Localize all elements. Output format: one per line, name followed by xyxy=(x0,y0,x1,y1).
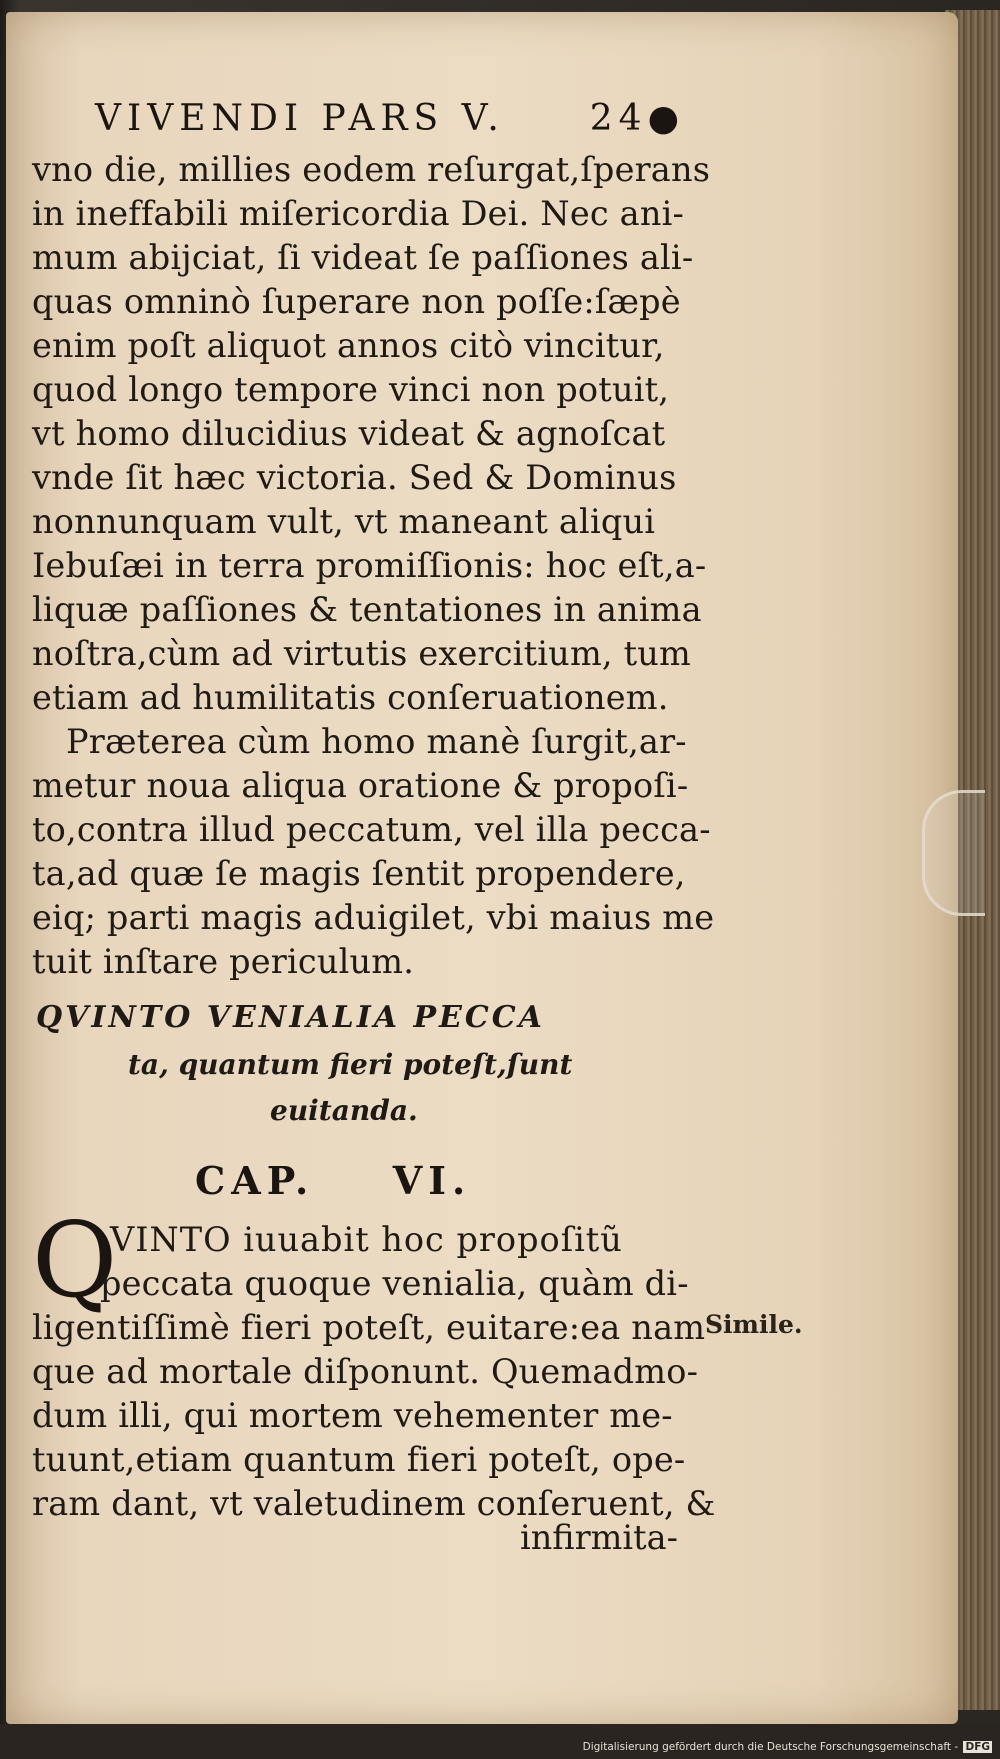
text-line: etiam ad humilitatis conſeruationem. xyxy=(32,678,669,717)
chapter-label: CAP. xyxy=(195,1158,315,1203)
digitization-credit xyxy=(583,1741,992,1753)
text-line: Iebuſæi in terra promiſſionis: hoc eſt,a- xyxy=(32,546,707,585)
drop-cap: Q xyxy=(32,1199,118,1321)
running-header xyxy=(95,98,685,148)
text-line: mum abijciat, ſi videat ſe paſſiones ali- xyxy=(32,238,694,277)
text-line: dum illi, qui mortem vehementer me- xyxy=(32,1396,673,1435)
text-line: peccata quoque venialia, quàm di- xyxy=(100,1264,689,1303)
text-line: Præterea cùm homo manè ſurgit,ar- xyxy=(66,722,687,761)
text-line: nonnunquam vult, vt maneant aliqui xyxy=(32,502,656,541)
text-line: vnde ſit hæc victoria. Sed & Dominus xyxy=(32,458,677,497)
margin-note: Simile. xyxy=(705,1310,803,1339)
chapter-title-line-2: ta, quantum fieri poteſt,ſunt xyxy=(128,1048,573,1081)
chapter-title-line-1: QVINTO VENIALIA PECCA xyxy=(36,1000,545,1035)
credit-text: Digitalisierung gefördert durch die Deutsche Forschungsgemeinschaft - xyxy=(582,1741,959,1753)
text-line: quod longo tempore vinci non potuit, xyxy=(32,370,670,409)
text-line: quas omninò ſuperare non poſſe:ſæpè xyxy=(32,282,681,321)
text-line: tuit inſtare periculum. xyxy=(32,942,415,981)
text-line: ram dant, vt valetudinem conſeruent, & xyxy=(32,1484,716,1523)
text-line: ta,ad quæ ſe magis ſentit propendere, xyxy=(32,854,686,893)
running-title: VIVENDI PARS V. xyxy=(95,98,505,139)
text-line: in ineffabili miſericordia Dei. Nec ani- xyxy=(32,194,685,233)
text-line: vt homo dilucidius videat & agnoſcat xyxy=(32,414,666,453)
text-line: liquæ paſſiones & tentationes in anima xyxy=(32,590,702,629)
text-line: vno die, millies eodem reſurgat,ſperans xyxy=(32,150,711,189)
text-line: tuunt,etiam quantum fieri poteſt, ope- xyxy=(32,1440,686,1479)
dfg-logo: DFG xyxy=(965,1741,990,1753)
text-line: VINTO iuuabit hoc propoſitũ xyxy=(110,1220,623,1259)
page-clip xyxy=(922,790,985,916)
text-line: noſtra,cùm ad virtutis exercitium, tum xyxy=(32,634,692,673)
text-line: ligentiſſimè fieri poteſt, euitare:ea nam xyxy=(32,1308,706,1347)
text-line: que ad mortale diſponunt. Quemadmo- xyxy=(32,1352,699,1391)
page-number: 24● xyxy=(589,98,685,139)
text-line: to,contra illud peccatum, vel illa pecca- xyxy=(32,810,711,849)
chapter-number xyxy=(195,1158,471,1203)
text-line: metur noua aliqua oratione & propoſi- xyxy=(32,766,689,805)
chapter-title-line-3: euitanda. xyxy=(270,1094,418,1127)
text-line: eiq; parti magis aduigilet, vbi maius me xyxy=(32,898,715,937)
text-line: enim poſt aliquot annos citò vincitur, xyxy=(32,326,665,365)
chapter-numeral: VI. xyxy=(392,1158,472,1203)
catchword: infirmita- xyxy=(520,1518,678,1557)
